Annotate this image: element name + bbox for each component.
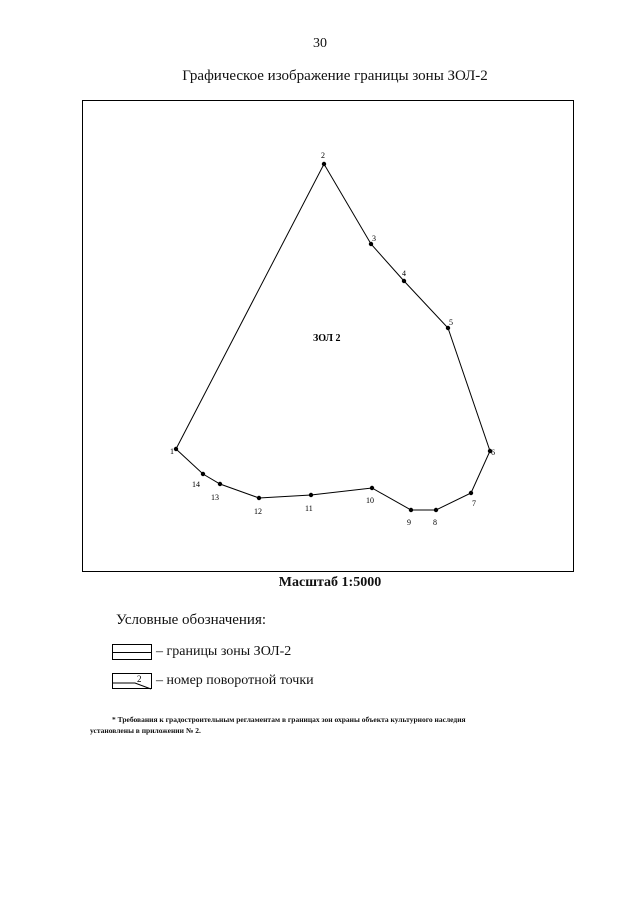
page-title: Графическое изображение границы зоны ЗОЛ-2 bbox=[182, 68, 488, 84]
turning-point-marker bbox=[370, 486, 374, 490]
turning-point-marker bbox=[309, 493, 313, 497]
footnote-marker: * bbox=[112, 715, 116, 724]
turning-point-marker bbox=[469, 491, 473, 495]
point-number-symbol-label: 2 bbox=[137, 674, 142, 684]
turning-point-label: 1 bbox=[170, 447, 174, 456]
turning-point-marker bbox=[322, 162, 326, 166]
turning-point-marker bbox=[257, 496, 261, 500]
scale-label: Масштаб 1:5000 bbox=[278, 575, 382, 590]
legend-item-point-number bbox=[112, 672, 314, 690]
legend-title: Условные обозначения: bbox=[116, 612, 267, 628]
turning-point-marker bbox=[434, 508, 438, 512]
point-number-symbol bbox=[112, 673, 152, 689]
boundary-symbol bbox=[112, 644, 152, 660]
turning-point-label: 5 bbox=[449, 318, 453, 327]
turning-point-label: 7 bbox=[472, 499, 476, 508]
footnote bbox=[90, 714, 592, 736]
turning-point-label: 2 bbox=[321, 151, 325, 160]
legend-item-label: – номер поворотной точки bbox=[156, 673, 314, 688]
legend-item-boundary bbox=[112, 643, 291, 661]
turning-point-label: 10 bbox=[366, 496, 374, 505]
footnote-line-2: установлены в приложении № 2. bbox=[90, 726, 201, 735]
footnote-line-1: Требования к градостроительным регламентам в границах зон охраны объекта культурного наследия bbox=[117, 715, 466, 724]
page-number: 30 bbox=[313, 36, 327, 51]
turning-point-label: 12 bbox=[254, 507, 262, 516]
turning-point-label: 8 bbox=[433, 518, 437, 527]
legend-item-label: – границы зоны ЗОЛ-2 bbox=[156, 644, 292, 659]
turning-point-label: 13 bbox=[211, 493, 219, 502]
turning-point-marker bbox=[402, 279, 406, 283]
turning-point-label: 14 bbox=[192, 480, 200, 489]
turning-point-label: 9 bbox=[407, 518, 411, 527]
turning-point-marker bbox=[201, 472, 205, 476]
map-frame bbox=[82, 100, 574, 572]
turning-point-label: 3 bbox=[372, 234, 376, 243]
turning-point-label: 11 bbox=[305, 504, 313, 513]
turning-point-label: 4 bbox=[402, 269, 406, 278]
turning-point-marker bbox=[174, 447, 178, 451]
turning-point-marker bbox=[218, 482, 222, 486]
turning-point-label: 6 bbox=[491, 448, 495, 457]
zone-label: ЗОЛ 2 bbox=[313, 333, 341, 344]
zone-map bbox=[83, 101, 573, 571]
turning-point-marker bbox=[409, 508, 413, 512]
